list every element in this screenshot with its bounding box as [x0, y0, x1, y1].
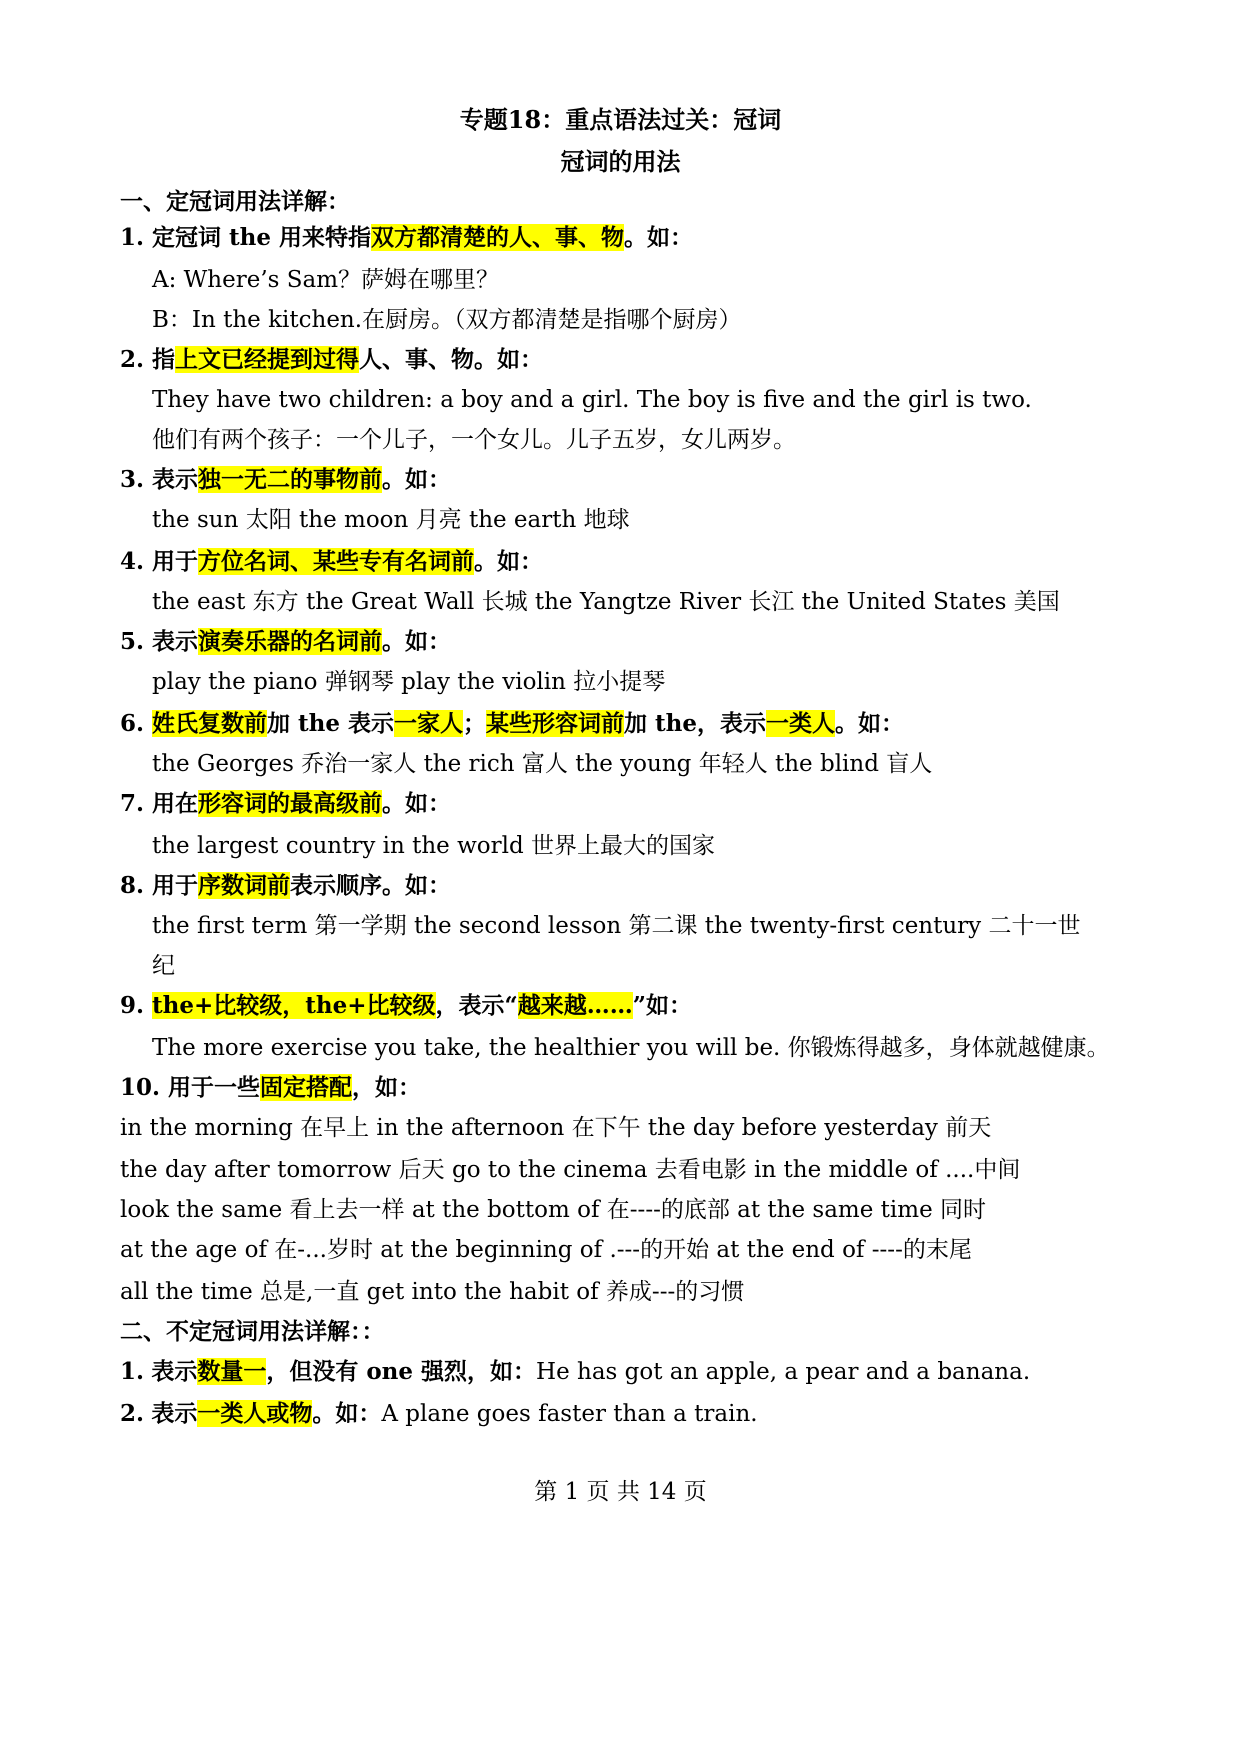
- item-number: 2.: [120, 1400, 145, 1427]
- rule-text: 。如：: [474, 548, 544, 575]
- item-number: 4.: [120, 548, 145, 575]
- page-title: 专题18：重点语法过关：冠词: [459, 105, 782, 134]
- example-line: the day after tomorrow 后天 go to the cinema 去看电影 in the middle of ....中间: [120, 1157, 1021, 1183]
- rule-item-7: [120, 788, 451, 820]
- example-line: 他们有两个孩子：一个儿子，一个女儿。儿子五岁，女儿两岁。: [152, 427, 796, 453]
- rule-item-8: [120, 870, 451, 902]
- example-line: the Georges 乔治一家人 the rich 富人 the young 年轻人 the blind 盲人: [152, 751, 933, 777]
- example-text: A plane goes faster than a train.: [381, 1401, 758, 1427]
- example-line: The more exercise you take, the healthier you will be. 你锻炼得越多，身体就越健康。: [152, 1035, 1110, 1061]
- example-line: in the morning 在早上 in the afternoon 在下午 the day before yesterday 前天: [120, 1115, 992, 1141]
- rule-text: 。如：: [312, 1400, 382, 1427]
- item-number: 1.: [120, 1358, 145, 1385]
- rule-text: 。如：: [382, 466, 452, 493]
- example-line: at the age of 在-...岁时 at the beginning of .---的开始 at the end of ----的末尾: [120, 1237, 972, 1263]
- page-footer: 第 1 页 共 14 页: [534, 1479, 707, 1505]
- example-line: the first term 第一学期 the second lesson 第二课 the twenty-first century 二十一世: [152, 913, 1081, 939]
- item-number: 2.: [120, 346, 145, 373]
- rule-text: 。如：: [835, 710, 905, 737]
- highlighted-text: 一家人: [394, 710, 464, 737]
- rule-item-indef-1: [120, 1356, 1030, 1388]
- section-heading-definite: 一、定冠词用法详解：: [120, 188, 350, 215]
- item-number: 1.: [120, 224, 145, 251]
- rule-text: 加 the 表示: [267, 710, 395, 737]
- item-number: 6.: [120, 710, 145, 737]
- example-line: look the same 看上去一样 at the bottom of 在----的底部 at the same time 同时: [120, 1197, 986, 1223]
- example-line: A: Where’s Sam？萨姆在哪里？: [152, 267, 500, 293]
- example-line: the largest country in the world 世界上最大的国家: [152, 833, 716, 859]
- highlighted-text: 双方都清楚的人、事、物: [371, 224, 625, 251]
- section-heading-indefinite: 二、不定冠词用法详解：：: [120, 1318, 385, 1345]
- rule-text: 表示: [152, 628, 199, 655]
- highlighted-text: 固定搭配: [260, 1074, 353, 1101]
- rule-text: 表示: [151, 1400, 198, 1427]
- item-number: 5.: [120, 628, 145, 655]
- example-line: all the time 总是,一直 get into the habit of 养成---的习惯: [120, 1279, 745, 1305]
- item-number: 10.: [120, 1074, 161, 1101]
- rule-text: 。如：: [382, 790, 452, 817]
- highlighted-text: 姓氏复数前: [152, 710, 268, 737]
- highlighted-text: 独一无二的事物前: [198, 466, 383, 493]
- rule-item-5: [120, 626, 451, 658]
- example-line: B：In the kitchen.在厨房。（双方都清楚是指哪个厨房）: [152, 307, 742, 333]
- rule-item-9: [120, 990, 692, 1022]
- example-line: the east 东方 the Great Wall 长城 the Yangtze River 长江 the United States 美国: [152, 589, 1060, 615]
- rule-text: 。如：: [624, 224, 694, 251]
- rule-text: 用于: [152, 548, 199, 575]
- rule-item-3: [120, 464, 451, 496]
- rule-text: 指: [152, 346, 176, 373]
- rule-text: 加 the，表示: [624, 710, 767, 737]
- rule-text: 用在: [152, 790, 199, 817]
- highlighted-text: 演奏乐器的名词前: [198, 628, 383, 655]
- rule-text: 表示: [152, 466, 199, 493]
- rule-item-2: [120, 344, 543, 376]
- rule-item-4: [120, 546, 543, 578]
- example-line: 纪: [152, 953, 175, 979]
- highlighted-text: 上文已经提到过得: [175, 346, 360, 373]
- example-line: They have two children: a boy and a girl. The boy is five and the girl is two.: [152, 387, 1032, 413]
- item-number: 7.: [120, 790, 145, 817]
- rule-item-10: [120, 1072, 421, 1104]
- rule-text: 表示顺序。如：: [290, 872, 452, 899]
- example-text: He has got an apple, a pear and a banana.: [536, 1359, 1031, 1385]
- rule-text: 定冠词 the 用来特指: [152, 224, 372, 251]
- highlighted-text: 某些形容词前: [486, 710, 625, 737]
- rule-text: ；: [463, 710, 487, 737]
- rule-text: ，但没有 one 强烈，如：: [266, 1358, 537, 1385]
- rule-text: ，如：: [352, 1074, 422, 1101]
- rule-text: 用于一些: [168, 1074, 261, 1101]
- example-line: the sun 太阳 the moon 月亮 the earth 地球: [152, 507, 630, 533]
- highlighted-text: 方位名词、某些专有名词前: [198, 548, 475, 575]
- rule-text: 。如：: [382, 628, 452, 655]
- highlighted-text: the+比较级，the+比较级: [152, 992, 436, 1019]
- rule-text: ，表示“: [435, 992, 518, 1019]
- rule-item-6: [120, 708, 904, 740]
- highlighted-text: 数量一: [197, 1358, 267, 1385]
- highlighted-text: 序数词前: [198, 872, 291, 899]
- item-number: 9.: [120, 992, 145, 1019]
- example-line: play the piano 弹钢琴 play the violin 拉小提琴: [152, 669, 666, 695]
- highlighted-text: 一类人或物: [197, 1400, 313, 1427]
- highlighted-text: 一类人: [766, 710, 836, 737]
- rule-text: ”如：: [632, 992, 693, 1019]
- rule-text: 表示: [151, 1358, 198, 1385]
- rule-text: 用于: [152, 872, 199, 899]
- highlighted-text: 形容词的最高级前: [198, 790, 383, 817]
- item-number: 8.: [120, 872, 145, 899]
- highlighted-text: 越来越……: [517, 992, 633, 1019]
- rule-text: 人、事、物。如：: [359, 346, 544, 373]
- item-number: 3.: [120, 466, 145, 493]
- rule-item-1: [120, 222, 693, 254]
- rule-item-indef-2: [120, 1398, 758, 1430]
- page-subtitle: 冠词的用法: [560, 147, 681, 176]
